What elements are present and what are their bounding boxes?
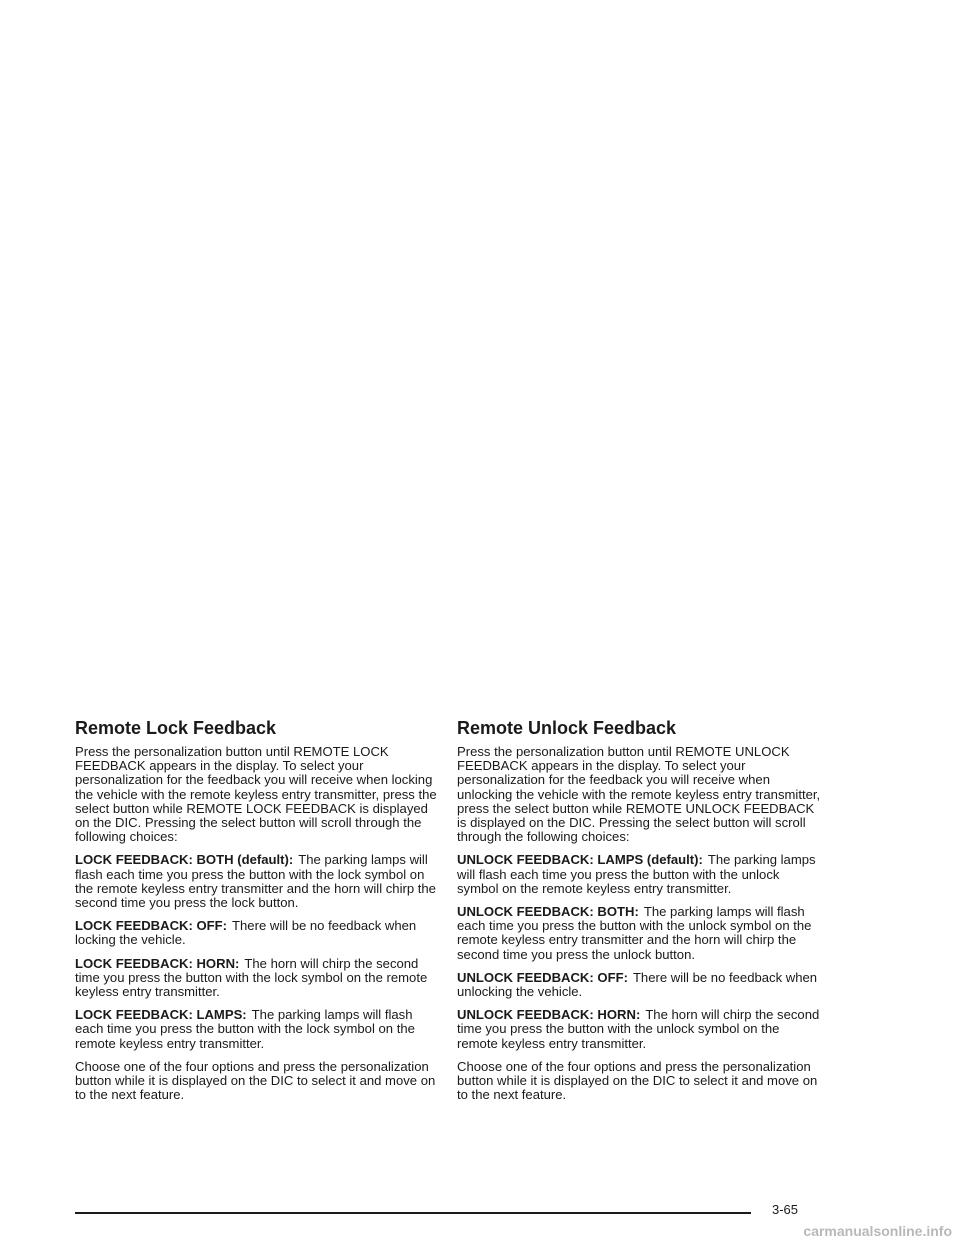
option-term: LOCK FEEDBACK: BOTH (default): [75,852,294,868]
option-term: LOCK FEEDBACK: HORN: [75,955,240,971]
option-text: There will be no feedback when unlocking the vehicle. [457,969,818,1000]
option-text: The horn will chirp the second time you press the button with the unlock symbol on the remote keyless entry transmitter. [457,1007,820,1051]
option-text: The parking lamps will flash each time you press the button with the lock symbol on the remote keyless entry transmitter. [75,1007,415,1051]
intro-paragraph: Press the personalization button until REMOTE LOCK FEEDBACK appears in the display. To select your personalization for the feedback you will receive when locking the vehicle with the remote keyless entry transmitter, press the select button while REMOTE LOCK FEEDBACK is displayed on the DIC. Pressing the select button will scroll through the following choices: [75,744,437,845]
option-text: There will be no feedback when locking the vehicle. [75,918,417,948]
closing-paragraph: Choose one of the four options and press the personalization button while it is displayed on the DIC to select it and move on to the next feature. [457,1058,818,1103]
option-term: UNLOCK FEEDBACK: BOTH: [457,904,639,920]
option-term: UNLOCK FEEDBACK: HORN: [457,1007,641,1023]
footer-rule [75,1212,751,1214]
option-text: The parking lamps will flash each time you press the button with the lock symbol on the remote keyless entry transmitter and the horn will chirp the second time you press the lock button. [75,852,436,911]
option-paragraph [457,971,821,999]
remote-unlock-feedback-section [457,718,821,1111]
option-paragraph [75,919,439,947]
closing-paragraph: Choose one of the four options and press the personalization button while it is displayed on the DIC to select it and move on to the next feature. [75,1058,436,1103]
intro-paragraph: Press the personalization button until REMOTE UNLOCK FEEDBACK appears in the display. To select your personalization for the feedback you will receive when unlocking the vehicle with the remote keyless entry transmitter, press the select button while REMOTE UNLOCK FEEDBACK is displayed on the DIC. Pressing the select button will scroll through the following choices: [457,744,821,845]
remote-lock-feedback-section [75,718,439,1111]
option-paragraph [457,853,821,896]
option-paragraph [75,853,439,910]
section-title: Remote Unlock Feedback [457,718,677,738]
option-term: UNLOCK FEEDBACK: OFF: [457,969,628,985]
option-paragraph [457,905,821,962]
section-title: Remote Lock Feedback [75,718,277,738]
option-text: The horn will chirp the second time you press the button with the lock symbol on the remote keyless entry transmitter. [75,955,428,1000]
page-number: 3-65 [772,1202,799,1217]
option-text: The parking lamps will flash each time you press the button with the unlock symbol on the remote keyless entry transmitter and the horn will chirp the second time you press the unlock button. [457,904,812,962]
option-term: LOCK FEEDBACK: LAMPS: [75,1007,247,1023]
option-paragraph [75,1008,439,1051]
option-term: LOCK FEEDBACK: OFF: [75,918,228,934]
option-term: UNLOCK FEEDBACK: LAMPS (default): [457,852,703,868]
watermark-text: carmanualsonline.info [803,1223,952,1239]
option-paragraph [75,957,439,1000]
option-text: The parking lamps will flash each time you press the button with the unlock symbol on the remote keyless entry transmitter. [457,852,816,896]
option-paragraph [457,1008,821,1051]
